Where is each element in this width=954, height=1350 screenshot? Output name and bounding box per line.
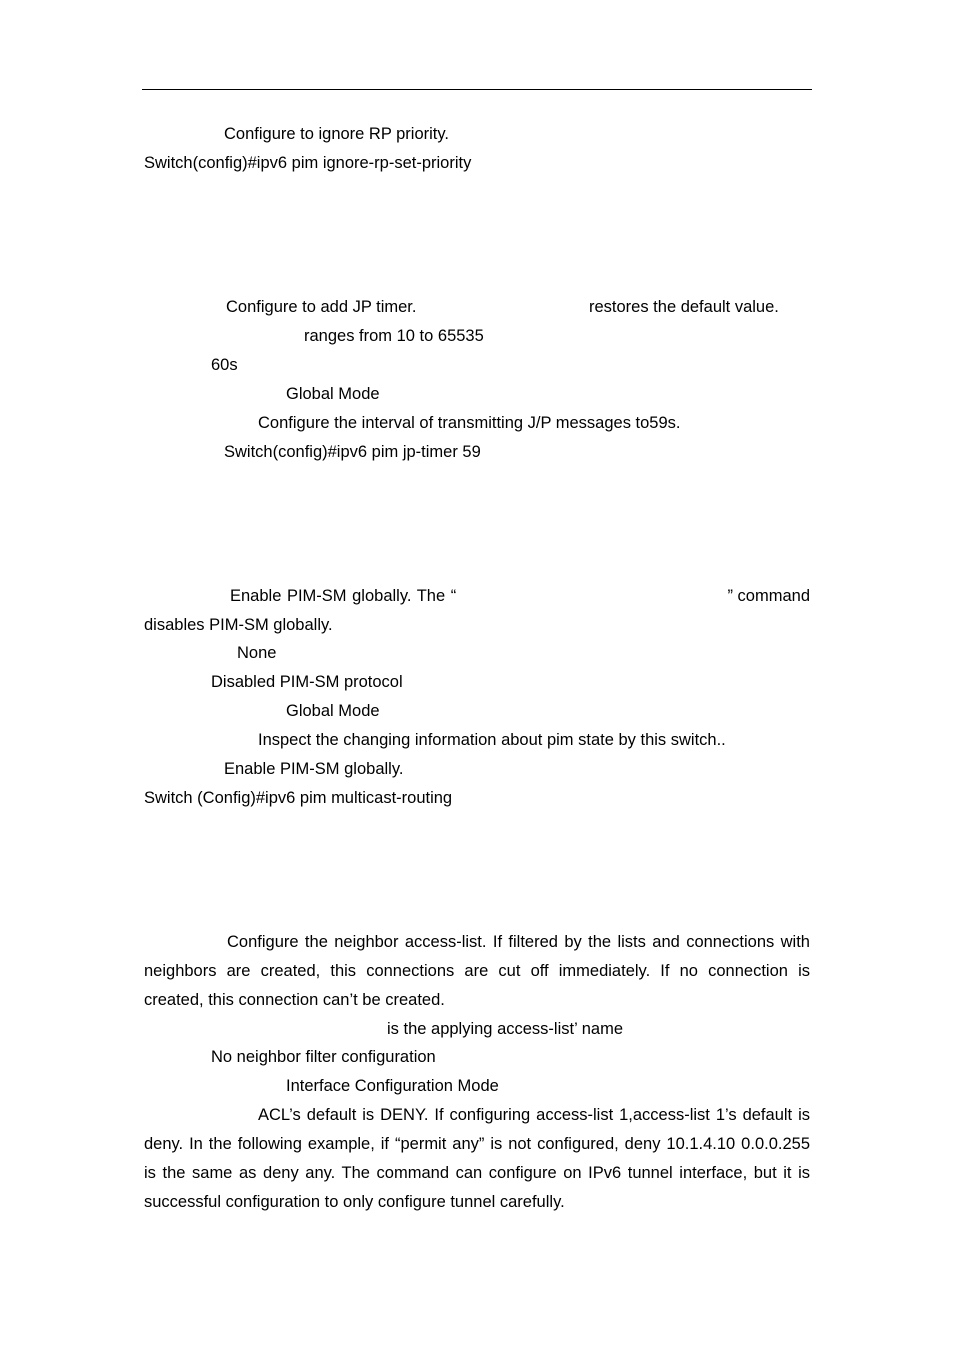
jp-timer-parameter: ranges from 10 to 65535 bbox=[304, 327, 484, 345]
multicast-routing-usage: Inspect the changing information about pim state by this switch.. bbox=[258, 731, 726, 749]
ignore-rp-function: Configure to ignore RP priority. bbox=[224, 125, 449, 143]
multicast-routing-example-desc: Enable PIM-SM globally. bbox=[224, 760, 404, 778]
jp-timer-usage: Configure the interval of transmitting J/P messages to59s. bbox=[258, 414, 681, 432]
multicast-routing-function-start: Enable PIM-SM globally. The “ bbox=[230, 587, 457, 605]
jp-timer-function-default: restores the default value. bbox=[589, 298, 779, 316]
ignore-rp-example: Switch(config)#ipv6 pim ignore-rp-set-priority bbox=[144, 154, 472, 172]
header-rule bbox=[142, 89, 812, 90]
multicast-routing-parameter: None bbox=[237, 644, 277, 662]
neighbor-filter-mode: Interface Configuration Mode bbox=[286, 1077, 499, 1095]
neighbor-filter-default: No neighbor filter configuration bbox=[211, 1048, 436, 1066]
neighbor-filter-function-cont: neighbors are created, this connections are cut off immediately. If no connection is bbox=[144, 962, 810, 980]
neighbor-filter-usage-end: successful configuration to only configure tunnel carefully. bbox=[144, 1193, 565, 1211]
neighbor-filter-function: Configure the neighbor access-list. If filtered by the lists and connections with bbox=[227, 933, 810, 951]
jp-timer-function: Configure to add JP timer. bbox=[226, 298, 417, 316]
neighbor-filter-usage: ACL’s default is DENY. If configuring access-list 1,access-list 1’s default is bbox=[258, 1106, 810, 1124]
multicast-routing-function-end: ” command bbox=[727, 587, 810, 605]
multicast-routing-default: Disabled PIM-SM protocol bbox=[211, 673, 403, 691]
jp-timer-default: 60s bbox=[211, 356, 238, 374]
neighbor-filter-function-end: created, this connection can’t be created. bbox=[144, 991, 445, 1009]
neighbor-filter-parameter: is the applying access-list’ name bbox=[387, 1020, 623, 1038]
multicast-routing-function-cont: disables PIM-SM globally. bbox=[144, 616, 333, 634]
neighbor-filter-usage-cont-1: deny. In the following example, if “permit any” is not configured, deny 10.1.4.10 0.0.0.255 bbox=[144, 1135, 810, 1153]
multicast-routing-mode: Global Mode bbox=[286, 702, 380, 720]
jp-timer-example: Switch(config)#ipv6 pim jp-timer 59 bbox=[224, 443, 481, 461]
neighbor-filter-usage-cont-2: is the same as deny any. The command can configure on IPv6 tunnel interface, but it is bbox=[144, 1164, 810, 1182]
multicast-routing-example: Switch (Config)#ipv6 pim multicast-routing bbox=[144, 789, 453, 807]
jp-timer-mode: Global Mode bbox=[286, 385, 380, 403]
